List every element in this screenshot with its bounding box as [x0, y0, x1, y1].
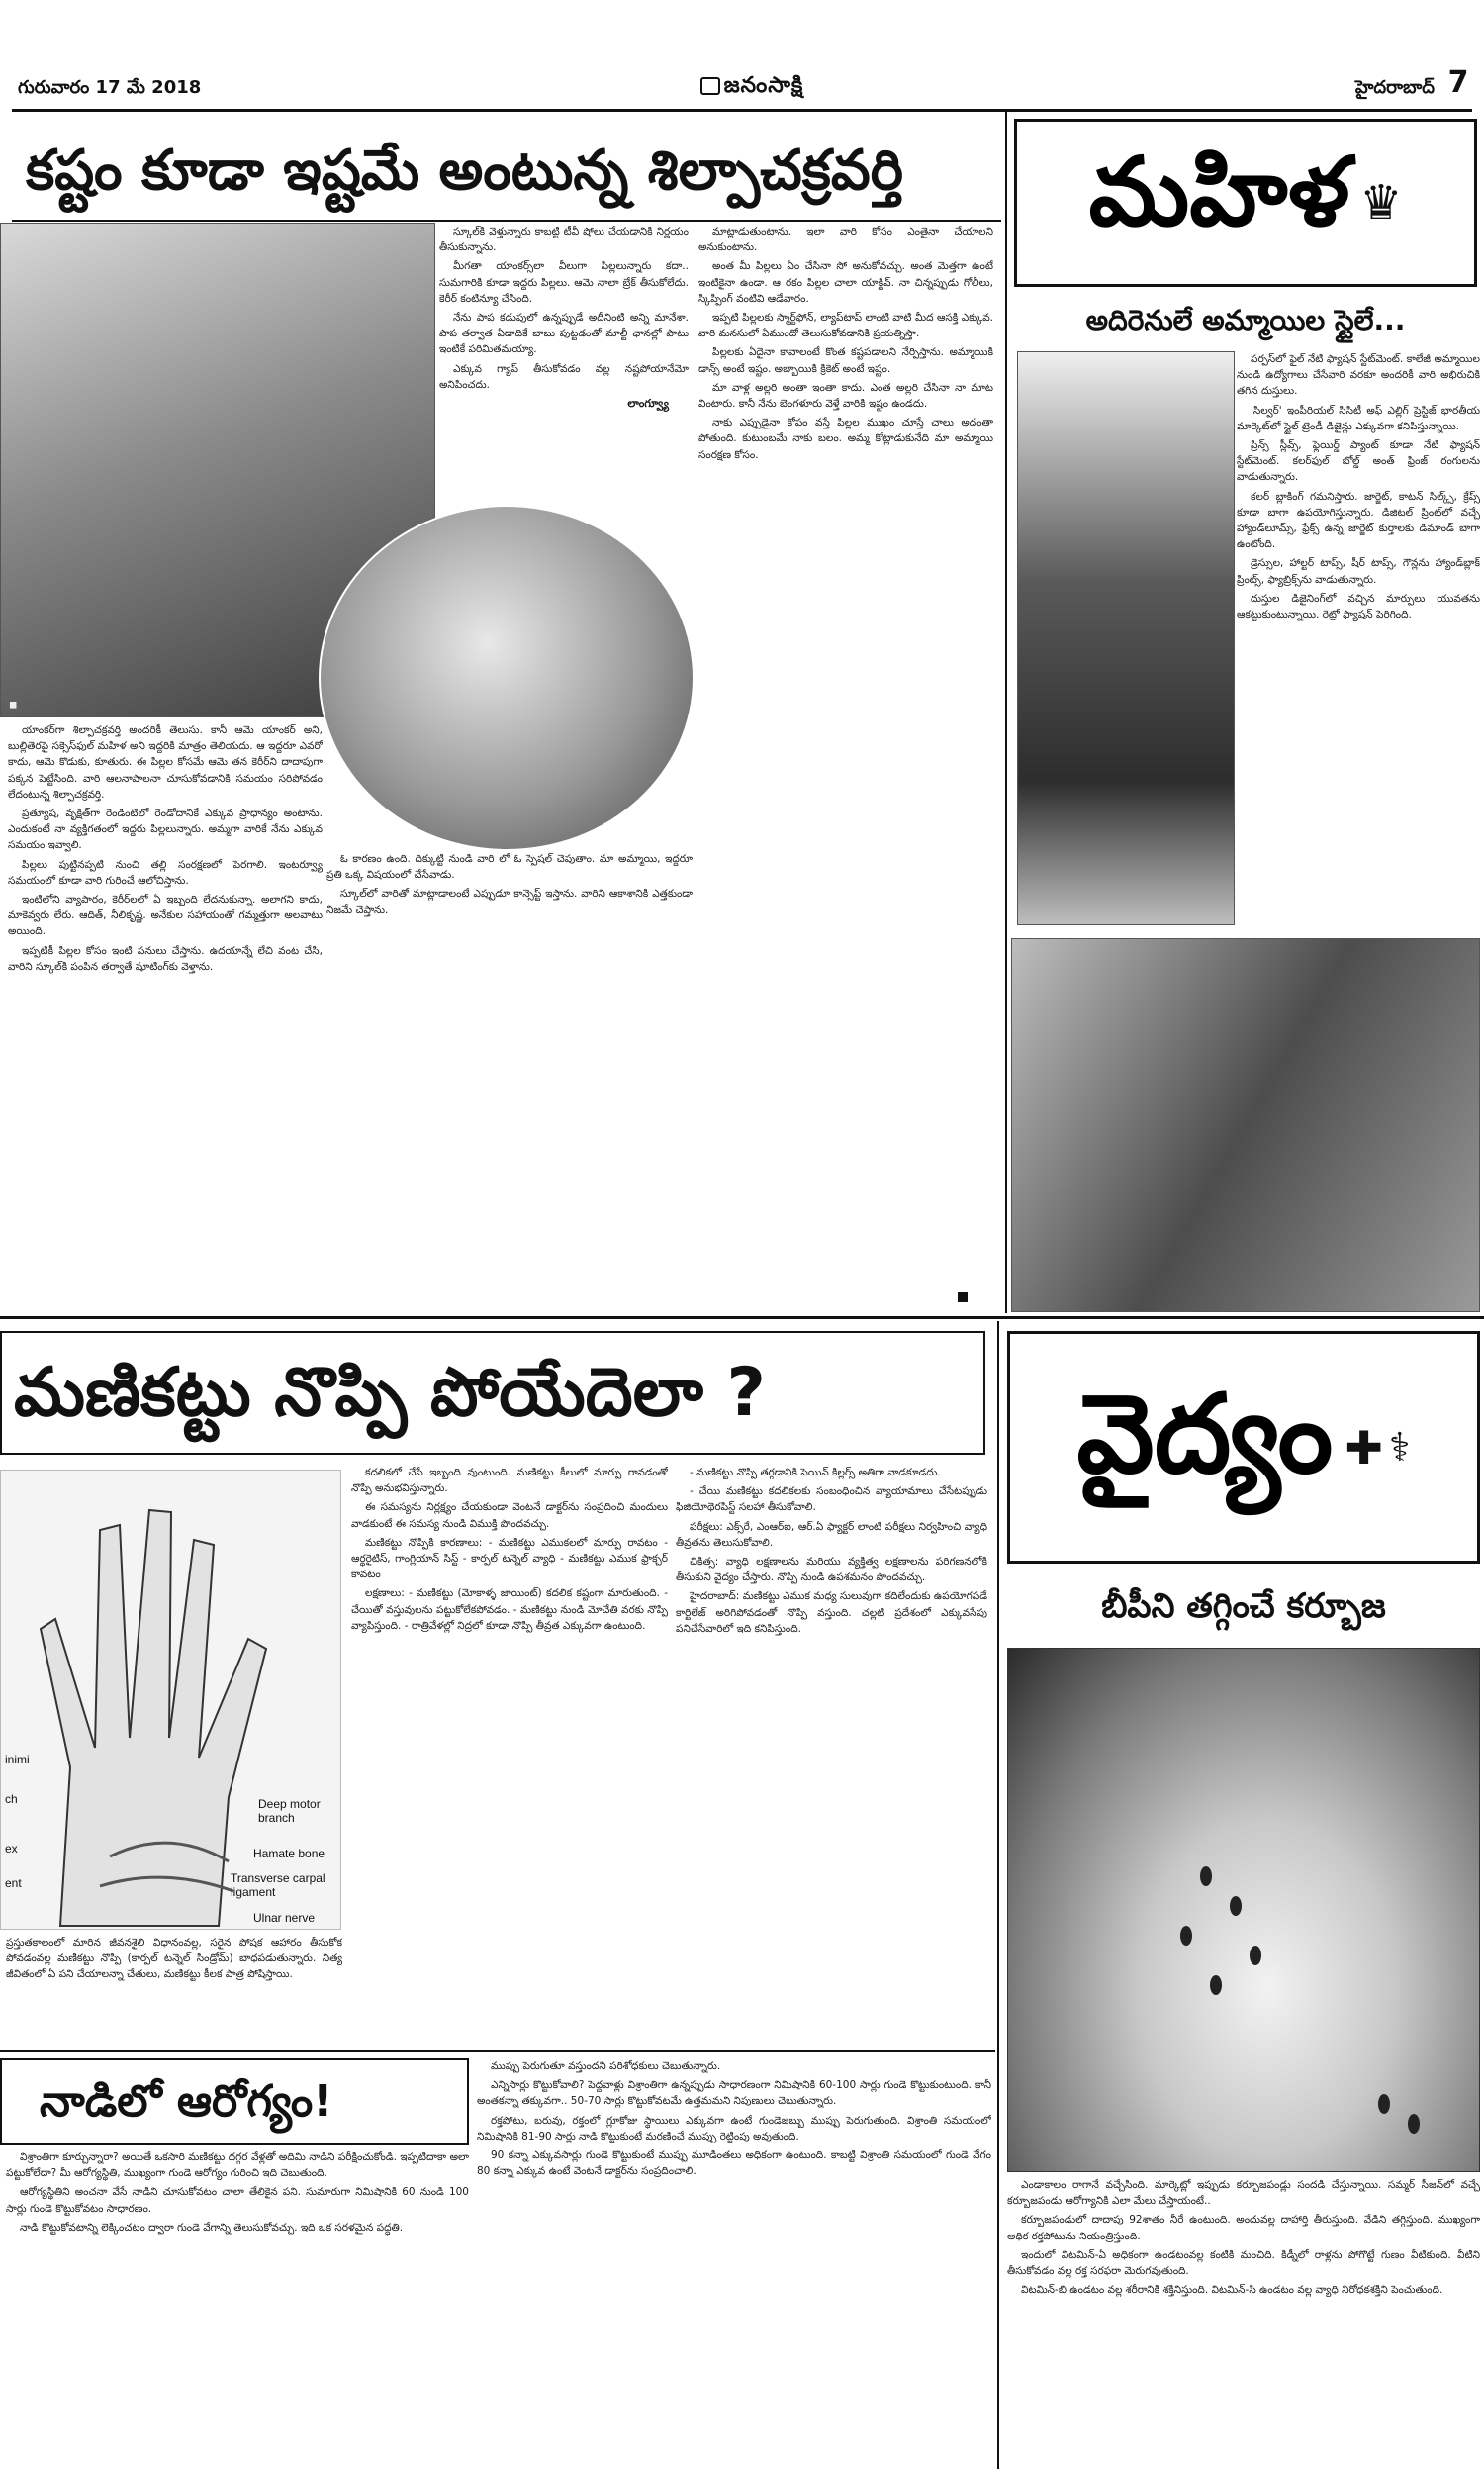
diagram-label: Transverse carpal ligament — [231, 1871, 325, 1899]
story1-byline: లాంగ్వ్యూ — [627, 397, 669, 411]
header-rule — [12, 109, 1472, 112]
portrait-caption-icon: ◼ — [9, 700, 18, 711]
mahila-model-photo — [1017, 351, 1235, 925]
story1-col-a-para: ఇంటిలోని వ్యాపారం, కెరీర్‌లలో ఏ ఇబ్బంది లేదనుకున్నా. అలాగని కాదు, మాకెవ్వరు లేరు. ఆదిత్, నీలికృష్ణ. అనేకుల సహాయంతో గమ్మత్తుగా అలవాటు అయింది. — [8, 894, 323, 938]
newspaper-logo-icon — [700, 77, 720, 95]
diagram-label: ex — [5, 1842, 18, 1856]
story1-column-b-top — [439, 224, 689, 501]
story3-col-a-para: నాడి కొట్టుకోవటాన్ని లెక్కించటం ద్వారా గుండె వేగాన్ని తెలుసుకోవచ్చు. ఇది ఒక సరళమైన పద్ధతి. — [20, 2221, 404, 2234]
mahila-column — [1237, 351, 1480, 925]
story1-col-b-para: స్కూల్‌లో వారితో మాట్లాడాలంటే ఎప్పుడూ కాన్సెప్ట్ ఇస్తాను. వారిని ఆకాశానికి ఎత్తకుండా నిజమే చెప్తాను. — [326, 888, 693, 916]
story1-col-a-para: ప్రత్యూష, వృక్షిత్‌గా రెండింటిలో రెండోదానికే ఎక్కువ ప్రాధాన్యం అంటాను. ఎందుకంటే నా వ్యక్తిగతంలో ఇద్దరు పిల్లలున్నారు. అమ్మగా వారికే నేను ఎక్కువ సమయం ఇవ్వాలి. — [8, 808, 323, 852]
story1-headline-rule — [12, 220, 1001, 222]
page-number: 7 — [1447, 65, 1469, 100]
story1-family-photo — [319, 505, 695, 851]
story1-col-a-para: యాంకర్‌గా శిల్పాచక్రవర్తి అందరికీ తెలుసు. కానీ ఆమె యాంకర్ అని, బుల్లితెరపై సక్సెస్‌ఫుల్ మహిళ అని ఇద్దరికి మాత్రం తెలియదు. ఆ ఇద్దరూ ఎవరో కాదు, ఆమె కొడుకు, కూతురు. ఈ పిల్లల కోసమే ఆమె తన కెరీర్‌ని దాదాపుగా పక్కన పెట్టేసింది. వారి ఆలనాపాలనా చూసుకోవడానికి సమయం సరిపోవడం లేదంటున్న శిల్పాచక్రవర్తి. — [8, 724, 323, 801]
story1-col-a-para: పిల్లలు పుట్టినప్పటి నుంచి తల్లి సంరక్షణలో పెరగాలి. ఇంటర్వ్యూ సమయంలో కూడా వారి గురించే ఆలోచిస్తాను. — [8, 858, 323, 887]
diagram-label: Ulnar nerve — [253, 1911, 316, 1925]
mahila-fashion-photo — [1011, 938, 1480, 1312]
story2-col-a-para: లక్షణాలు: - మణికట్టు (మోకాళ్ళ జాయింట్) కదలిక కష్టంగా మారుతుంది. - చేయితో వస్తువులను పట్టుకోలేకపోవడం. - మణికట్టు నుండి మోచేతి వరకు నొప్పి వ్యాపిస్తుంది. - రాత్రివేళల్లో నిద్రలో కూడా నొప్పి తీవ్రత ఎక్కువగా ఉంటుంది. — [351, 1587, 668, 1632]
story2-col-b-para: - చేయి మణికట్టు కదలికలకు సంబంధించిన వ్యాయామాలు చేసేటప్పుడు ఫిజియోథెరపిస్ట్ సలహా తీసుకోవాలి. — [676, 1485, 987, 1514]
story1-col-c-para: మాట్లాడుతుంటాను. ఇలా వారి కోసం ఎంతైనా చేయాలని అనుకుంటాను. — [698, 226, 993, 254]
vaidyam-subhead: బీపీని తగ్గించే కర్బూజ — [1101, 1586, 1386, 1626]
story1-col-b-para: నేను పాప కడుపులో ఉన్నప్పుడే అదీనింటి అన్ని మానేశా. పాప తర్వాత ఏడాదికే బాబు పుట్టడంతో మాల్టీ ఛానల్లో పాటు ఇంటికే పరిమితమయ్యా. — [439, 312, 689, 356]
story2-headline: మణికట్టు నొప్పి పోయేదెలా ? — [14, 1354, 767, 1432]
story1-col-c-para: పిల్లలకు ఏదైనా కావాలంటే కొంత కష్టపడాలని నేర్పిస్తాను. అమ్మాయికి డాన్స్ అంటే ఇష్టం. అబ్బాయికి క్రికెట్ అంటే ఇష్టం. — [698, 346, 993, 375]
story2-intro — [6, 1935, 342, 2044]
mahila-divider — [1005, 111, 1007, 1313]
mahila-para: ప్రిన్స్ స్లీవ్స్, ఫ్లెయిర్డ్ ప్యాంట్ కూడా నేటి ఫ్యాషన్ స్టేట్‌మెంట్. కలర్‌ఫుల్ బోల్డ్ అంత్ ఫ్రింజ్ రంగులను వాడుతున్నారు. — [1237, 439, 1480, 484]
story-end-marker-icon — [958, 1292, 968, 1302]
vaidyam-para: ఇందులో విటమిన్-ఏ అధికంగా ఉండటంవల్ల కంటికి మంచిది. కిడ్నీలో రాళ్లను పోగొట్టే గుణం వీటికుంది. వీటిని తీసుకోవడం వల్ల రక్త సరఫరా మెరుగవుతుంది. — [1007, 2248, 1480, 2278]
story2-top-rule — [0, 1316, 1484, 1319]
story2-col-b-para: - మణికట్టు నొప్పి తగ్గడానికి పెయిన్ కిల్లర్స్ అతిగా వాడకూడదు. — [690, 1467, 941, 1478]
newspaper-brand — [643, 73, 861, 105]
story2-col-a-para: కదలికలో చేసే ఇబ్బంది వుంటుంది. మణికట్టు కీలులో మార్పు రావడంతో నొప్పి అనుభవిస్తున్నారు. — [351, 1467, 668, 1495]
story2-col-a-para: ఈ సమస్యను నిర్లక్ష్యం చేయకుండా వెంటనే డాక్టర్‌ను సంప్రదించి మందులు వాడకుంటే ఈ సమస్య నుండి విముక్తి పొందవచ్చు. — [351, 1501, 668, 1530]
story1-column-c — [698, 224, 993, 1306]
story3-headline: నాడిలో ఆరోగ్యం! — [40, 2076, 333, 2127]
vaidyam-divider — [997, 1321, 999, 2469]
story1-col-c-para: నాకు ఎప్పుడైనా కోపం వస్తే పిల్లల ముఖం చూస్తే చాలు అదంతా పోతుంది. కుటుంబమే నాకు బలం. అమ్మ కోట్లాడుకునేది మా అమ్మాయి సంరక్షణ కోసం. — [698, 417, 993, 461]
story1-col-b-para: ఎక్కువ గ్యాప్ తీసుకోవడం వల్ల నష్టపోయానేమో అనిపించదు. — [439, 362, 689, 391]
diagram-label: inimi — [5, 1753, 30, 1766]
story1-col-b-para: మీగతా యాంకర్స్‌లా వీలుగా పిల్లలున్నారు కదా.. సుమగారికి కూడా ఇద్దరు పిల్లలు. ఆమె నాలా బ్రేక్ తీసుకోలేదు. కెరీర్ కంటిన్యూ చేసింది. — [439, 260, 689, 305]
story1-column-b-bottom — [326, 851, 693, 1306]
story1-col-b-para: స్కూల్‌కి వెళ్తున్నారు కాబట్టి టీవీ షోలు చేయడానికి నిర్ణయం తీసుకున్నాను. — [439, 226, 689, 254]
diagram-label: Hamate bone — [253, 1847, 325, 1860]
vaidyam-para: విటమిన్-బి ఉండటం వల్ల శరీరానికి శక్తినిస్తుంది. విటమిన్-సి ఉండటం వల్ల వ్యాధి నిరోధకశక్తిని పెంచుతుంది. — [1021, 2284, 1443, 2297]
vaidyam-para: కర్బూజపండులో దాదాపు 92శాతం నీరే ఉంటుంది. అందువల్ల దాహార్తి తీరుస్తుంది. వేడిని తగ్గిస్తుంది. ముఖ్యంగా అధిక రక్తపోటును నియంత్రిస్తుంది. — [1007, 2214, 1480, 2242]
story3-col-a-para: విశ్రాంతిగా కూర్చున్నారా? అయితే ఒకసారి మణికట్టు దగ్గర వేళ్లతో అదిమి నాడిని పరీక్షించుకోండి. ఇప్పటిదాకా అలా పట్టుకోలేదా? మీ ఆరోగ్యస్థితి, ముఖ్యంగా గుండె ఆరోగ్యం గురించి ఇది చెబుతుంది. — [6, 2151, 469, 2180]
story2-column-a — [351, 1465, 668, 2048]
story3-col-a-para: ఆరోగ్యస్థితిని అంచనా వేసే నాడిని చూసుకోవటం చాలా తేలికైన పని. సుమారుగా నిమిషానికి 60 నుండి 100 సార్లు గుండె కొట్టుకోవటం సాధారణం. — [6, 2186, 469, 2215]
story1-column-a — [8, 722, 323, 1306]
mahila-para: కలర్ బ్లాకింగ్ గమనిస్తారు. జార్జెట్, కాటన్ సిల్క్స్, క్రేప్స్ కూడా బాగా ఉపయోగిస్తున్నారు. డిజిటల్ ప్రింట్‌లో వచ్చే హ్యాండ్‌లూమ్స్, ఫ్రేక్స్ ఉన్న జార్జెట్ కుర్తాలకు డిమాండ్ బాగా ఉంటోంది. — [1237, 490, 1480, 551]
mahila-subhead: అదిరెనులే అమ్మాయిల స్టైలే... — [1085, 304, 1406, 336]
vaidyam-para: ఎండాకాలం రాగానే వచ్చేసింది. మార్కెట్లో ఇప్పుడు కర్బూజపండ్లు సందడి చేస్తున్నాయి. సమ్మర్ సీజన్‌లో వచ్చే కర్బూజపండు ఆరోగ్యానికి ఎలా మేలు చేస్తాయంటే.. — [1007, 2179, 1480, 2208]
story3-column-b — [477, 2058, 991, 2468]
story1-col-c-para: మా వాళ్ల అల్లరి అంతా ఇంతా కాదు. ఎంత అల్లరి చేసినా నా మాట వింటారు. కానీ నేను బెంగళూరు వెళ్తే వారికి ఇష్టం ఉండదు. — [698, 381, 993, 411]
story2-column-b — [676, 1465, 987, 2048]
stethoscope-icon: ⚕ — [1388, 1424, 1411, 1471]
mahila-para: 'సిల్వర్' ఇంపీరియల్ సిసిటీ అఫ్ ఎల్లిగ్ ప్రెస్టిజ్ భారతీయ మార్కెట్‌లో స్టైల్ ట్రెండీ డిజైన్లు ఎక్కువగా కనిపిస్తున్నాయి. — [1237, 404, 1480, 432]
story3-top-rule — [0, 2050, 995, 2052]
mahila-logo — [1014, 119, 1477, 287]
medical-cross-icon: ✚ — [1345, 1420, 1383, 1475]
vaidyam-column — [1007, 2177, 1480, 2469]
story1-col-c-para: ఇప్పటి పిల్లలకు స్మార్ట్‌ఫోన్, ల్యాప్‌టాప్ లాంటి వాటి మీద ఆసక్తి ఎక్కువ. వారి మనసులో ఏముందో తెలుసుకోవడానికి ప్రయత్నిస్తా. — [698, 312, 993, 340]
vaidyam-logo — [1007, 1331, 1480, 1564]
story1-headline: కష్టం కూడా ఇష్టమే అంటున్న శిల్పాచక్రవర్తి — [26, 139, 903, 203]
hand-outline-icon — [1, 1471, 341, 1930]
story3-col-b-para: ఎన్నిసార్లు కొట్టుకోవాలి? పెద్దవాళ్లు విశ్రాంతిగా ఉన్నప్పుడు సాధారణంగా నిమిషానికి 60-100 సార్లు గుండె కొట్టుకుంటుంది. కానీ అంతకన్నా తక్కువగా.. 50-70 సార్లు కొట్టుకోవటమే ఉత్తమమని నిపుణులు చెబుతున్నారు. — [477, 2079, 991, 2108]
mahila-para: పర్పస్‌లో ఫైల్ నేటి ఫ్యాషన్ స్టేట్‌మెంట్. కాలేజీ అమ్మాయిల నుండి ఉద్యోగాలు చేసేవారి వరకూ అందరికీ వారి అభిరుచికి తగిన దుస్తులు. — [1237, 353, 1480, 398]
mahila-logo-text: మహిళ — [1088, 135, 1350, 247]
story2-col-b-para: చికిత్స: వ్యాధి లక్షణాలను మరియు వ్యక్తిత్వ లక్షణాలను పరిగణనలోకి తీసుకుని వైద్యం చేస్తారు. నొప్పి నుండి ఉపశమనం పొందవచ్చు. — [676, 1556, 987, 1584]
story1-col-c-para: అంత మీ పిల్లలు ఏం చేసినా సో అనుకోవచ్చు. అంత మెత్తగా ఉంటే ఇంటికైనా ఉండా. ఆ రకం పిల్లల చాలా యాక్టివ్. నా చిన్నప్పుడు గోలీలు, స్కిప్పింగ్ వంటివి ఆడేవారం. — [698, 260, 993, 305]
edition-city: హైదరాబాద్ — [1354, 77, 1435, 98]
story3-col-b-para: 90 కన్నా ఎక్కువసార్లు గుండె కొట్టుకుంటే ముప్పు మూడింతలు అధికంగా ఉంటుంది. కాబట్టి విశ్రాంతి సమయంలో గుండె వేగం 80 కన్నా ఎక్కువ ఉంటే వెంటనే డాక్టర్‌ను సంప్రదించాలి. — [477, 2149, 991, 2178]
story3-col-b-para: రక్తపోటు, బరువు, రక్తంలో గ్లూకోజు స్థాయిలు ఎక్కువగా ఉంటే గుండెజబ్బు ముప్పు పెరుగుతుంది. విశ్రాంతి సమయంలో నిమిషానికి 81-90 సార్లు నాడి కొట్టుకుంటే మరణించే ముప్పు రెట్టింపు అవుతుంది. — [477, 2114, 991, 2142]
story3-col-b-para: ముప్పు పెరుగుతూ వస్తుందని పరిశోధకులు చెబుతున్నారు. — [491, 2060, 721, 2072]
diagram-label: ent — [5, 1876, 22, 1890]
mahila-para: డ్రెస్సుల, హాల్టర్ టాప్స్, షీర్ టాప్స్, గౌన్లను హ్యాండ్‌బ్లాక్ ప్రింట్స్, ఫ్యాబ్రిక్స్‌ను వాడుతున్నారు. — [1237, 557, 1480, 586]
story2-intro-para: ప్రస్తుతకాలంలో మారిన జీవనశైలి విధానంవల్ల, సరైన పోషక ఆహారం తీసుకోక పోవడంవల్ల మణికట్టు నొప్పి (కార్పల్ టన్నెల్ సిండ్రోమ్) బాధపడుతున్నారు. నిత్య జీవితంలో ఏ పని చేయాలన్నా చేతులు, మణికట్టు కీలక పాత్ర పోషిస్తాయి. — [6, 1937, 342, 1981]
watermelon-photo — [1007, 1648, 1480, 2172]
diagram-label: ch — [5, 1792, 18, 1806]
watermelon-seeds-icon — [1008, 1649, 1480, 2172]
brand-name: జనంసాక్షి — [723, 73, 804, 98]
story2-col-a-para: మణికట్టు నొప్పికి కారణాలు: - మణికట్టు ఎముకలలో మార్పు రావటం - ఆర్థరైటిస్, గాంగ్లియాన్ సిస్ట్ - కార్పల్ టన్నెల్ వ్యాధి - మణికట్టు ఎముక ఫ్రాక్చర్ కావటం — [351, 1536, 668, 1581]
mahila-para: దుస్తుల డిజైనింగ్‌లో వచ్చిన మార్పులు యువతను ఆకట్టుకుంటున్నాయి. రెట్రో ఫ్యాషన్ పెరిగింది. — [1237, 592, 1480, 621]
story1-col-b-para: ఓ కారణం ఉంది. దిక్కుట్టి నుండి వారి లో ఓ స్పెషల్ చెపుతాం. మా అమ్మాయి, ఇద్దరూ ప్రతి ఒక్క విషయంలో చేసేవాడు. — [326, 853, 693, 882]
story3-column-a — [6, 2149, 469, 2468]
diagram-label: Deep motor branch — [258, 1797, 321, 1825]
story2-col-b-para: పరీక్షలు: ఎక్స్‌రే, ఎంఆర్ఐ, ఆర్.ఏ ఫ్యాక్టర్ లాంటి పరీక్షలు నిర్వహించి వ్యాధి తీవ్రతను తెలుసుకోవాలి. — [676, 1520, 987, 1549]
crown-icon: ♛ — [1359, 175, 1403, 231]
issue-date: గురువారం 17 మే 2018 — [18, 77, 202, 98]
story1-col-a-para: ఇప్పటికీ పిల్లల కోసం ఇంటి పనులు చేస్తాను. ఉదయాన్నే లేచి వంట చేసి, వారిని స్కూల్‌కి పంపిన తర్వాతే షూటింగ్‌కు వెళ్తాను. — [8, 944, 323, 973]
wrist-anatomy-diagram — [0, 1470, 341, 1930]
vaidyam-logo-text: వైద్యం — [1076, 1370, 1334, 1497]
story2-col-b-para: హైదరాబాద్: మణికట్టు ఎముక మధ్య సులువుగా కదిలేందుకు ఉపయోగపడే కార్టిలేజ్ అరిగిపోవడంతో నొప్పి వస్తుంది. చల్లటి ప్రదేశంలో ఎక్కువసేపు పనిచేసేవారిలో ఇది కనిపిస్తుంది. — [676, 1590, 987, 1635]
